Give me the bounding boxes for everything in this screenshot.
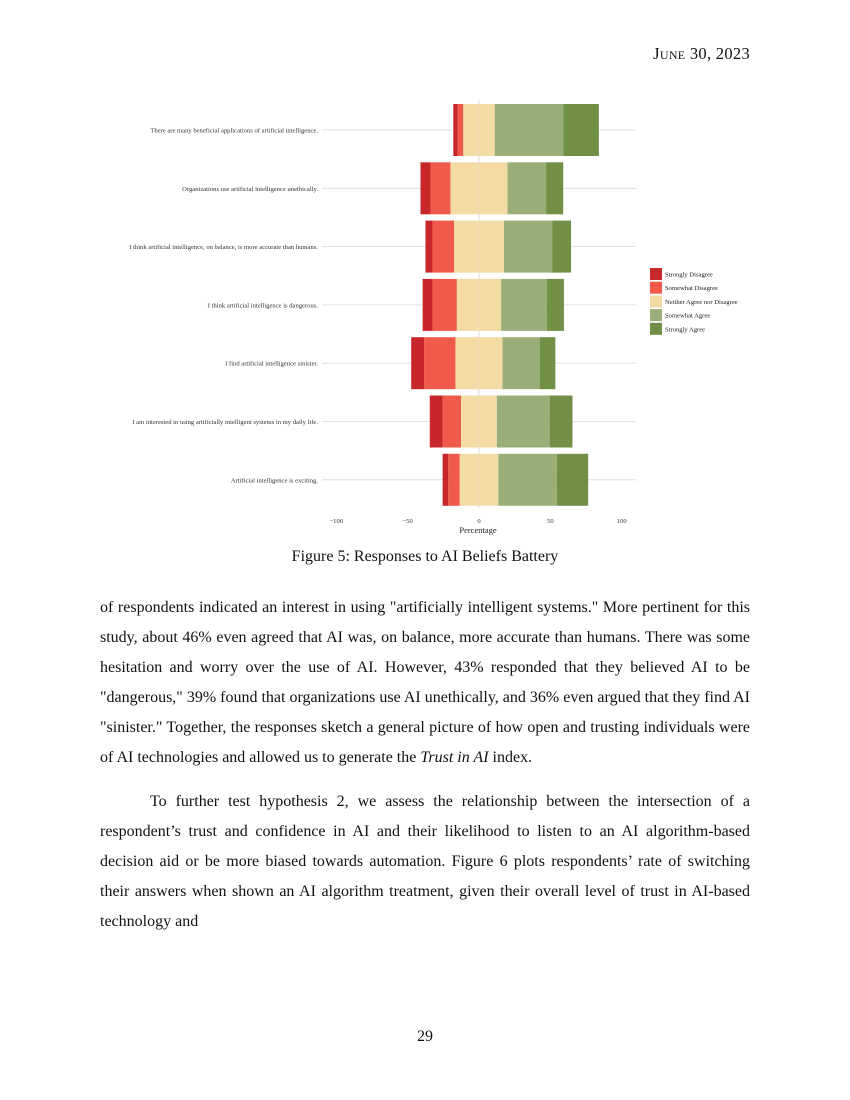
bar-segment-somewhat-agree-row-0 (495, 104, 564, 156)
bar-segment-strongly-agree-row-0 (563, 104, 599, 156)
bar-segment-strongly-disagree-row-0 (453, 104, 457, 156)
paragraph-1-text-a: of respondents indicated an interest in using "artificially intelligent systems." More pertinent for this study, about 46% even agreed that AI was, on balance, more accurate than humans. There was some hesitation and worry over the use of AI. However, 43% responded that they believed AI to be "dangerous," 39% found that organizations use AI unethically, and 36% even argued that they find AI "sinister." Together, the responses sketch a general picture of how open and trusting individuals were of AI technologies and allowed us to generate the (100, 599, 750, 766)
category-label-0: There are many beneficial applications of artificial intelligence. (150, 127, 318, 135)
bar-segment-somewhat-agree-row-2 (504, 221, 553, 273)
x-tick-label-1: −50 (402, 518, 413, 525)
bar-segment-somewhat-agree-row-3 (501, 279, 547, 331)
chart-x-tick-labels (329, 518, 627, 525)
legend-swatch-1 (650, 282, 662, 294)
bar-segment-strongly-disagree-row-1 (420, 162, 430, 214)
bar-segment-somewhat-disagree-row-5 (443, 396, 462, 448)
bar-segment-somewhat-agree-row-1 (508, 162, 547, 214)
bar-segment-somewhat-disagree-row-2 (433, 221, 454, 273)
body-text (100, 593, 750, 937)
chart-bars (411, 100, 599, 508)
legend-swatch-3 (650, 309, 662, 321)
bar-segment-somewhat-agree-row-6 (498, 454, 557, 506)
legend-label-4: Strongly Agree (665, 326, 706, 334)
x-axis-title: Percentage (459, 525, 497, 535)
bar-segment-strongly-disagree-row-5 (430, 396, 443, 448)
ai-beliefs-chart (0, 90, 850, 550)
legend-swatch-2 (650, 295, 662, 307)
legend-label-3: Somewhat Agree (665, 312, 711, 320)
chart-legend (650, 268, 738, 335)
paragraph-2: To further test hypothesis 2, we assess the relationship between the intersection of a respondent’s trust and confidence in AI and their likelihood to listen to an AI algorithm-based decision aid or be more biased towards automation. Figure 6 plots respondents’ rate of switching their answers when shown an AI algorithm treatment, given their overall level of trust in AI-based technology and (100, 793, 750, 930)
bar-segment-strongly-disagree-row-2 (425, 221, 432, 273)
legend-swatch-4 (650, 323, 662, 335)
bar-segment-strongly-disagree-row-6 (443, 454, 449, 506)
bar-segment-strongly-agree-row-1 (546, 162, 563, 214)
category-label-3: I think artificial intelligence is dangerous. (207, 302, 318, 310)
bar-segment-somewhat-disagree-row-1 (430, 162, 450, 214)
figure-caption: Figure 5: Responses to AI Beliefs Battery (291, 548, 559, 565)
bar-segment-strongly-agree-row-2 (553, 221, 572, 273)
chart-category-labels (129, 128, 318, 485)
paragraph-1-text-b: index. (488, 749, 533, 766)
running-header-date: June 30, 2023 (653, 44, 750, 63)
bar-segment-strongly-agree-row-4 (540, 337, 556, 389)
legend-label-0: Strongly Disagree (665, 271, 713, 279)
bar-segment-strongly-agree-row-5 (550, 396, 573, 448)
category-label-2: I think artificial intelligence, on balance, is more accurate than humans. (129, 244, 318, 252)
category-label-6: Artificial intelligence is exciting. (230, 477, 318, 485)
page-number: 29 (417, 1028, 433, 1045)
paragraph-1 (100, 593, 750, 773)
x-tick-label-3: 50 (547, 518, 554, 525)
x-tick-label-4: 100 (616, 518, 627, 525)
bar-segment-somewhat-disagree-row-4 (424, 337, 455, 389)
category-label-1: Organizations use artificial intelligence unethically. (182, 185, 318, 193)
bar-segment-strongly-agree-row-3 (547, 279, 564, 331)
legend-swatch-0 (650, 268, 662, 280)
bar-segment-somewhat-agree-row-4 (503, 337, 540, 389)
bar-segment-strongly-agree-row-6 (557, 454, 588, 506)
legend-label-2: Neither Agree nor Disagree (665, 298, 738, 306)
bar-segment-somewhat-disagree-row-3 (433, 279, 457, 331)
x-tick-label-0: −100 (329, 518, 344, 525)
bar-segment-somewhat-disagree-row-0 (458, 104, 464, 156)
bar-segment-somewhat-agree-row-5 (497, 396, 550, 448)
category-label-5: I am interested in using artificially intelligent systems in my daily life. (132, 419, 318, 426)
bar-segment-somewhat-disagree-row-6 (448, 454, 459, 506)
x-tick-label-2: 0 (477, 518, 481, 525)
category-label-4: I find artificial intelligence sinister. (225, 360, 318, 368)
trust-in-ai-emphasis: Trust in AI (420, 749, 489, 766)
legend-label-1: Somewhat Disagree (665, 285, 718, 293)
bar-segment-strongly-disagree-row-3 (423, 279, 433, 331)
bar-segment-strongly-disagree-row-4 (411, 337, 424, 389)
